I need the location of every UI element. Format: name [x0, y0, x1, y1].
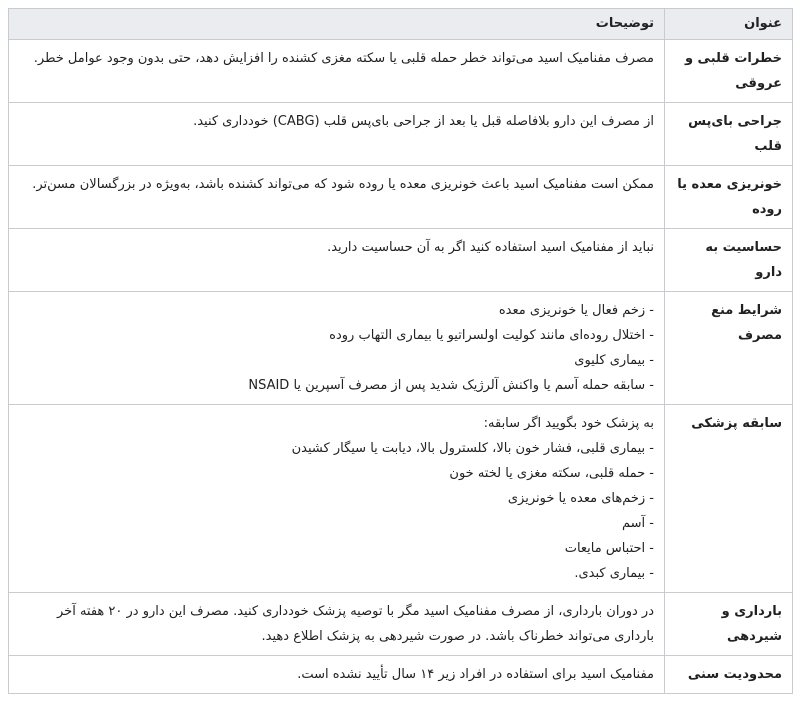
table-row [9, 405, 793, 593]
row-title: جراحی بای‌پس قلب [665, 103, 793, 166]
row-title: شرایط منع مصرف [665, 292, 793, 405]
row-description [9, 593, 665, 656]
table-row [9, 593, 793, 656]
description-line: در دوران بارداری، از مصرف مفنامیک اسید مگر با توصیه پزشک خودداری کنید. مصرف این دارو در ۲۰ هفته آخر بارداری می‌تواند خطرناک باشد. در صورت شیردهی به پزشک اطلاع دهید. [57, 604, 654, 644]
table-row [9, 166, 793, 229]
description-line: به پزشک خود بگویید اگر سابقه: [483, 416, 654, 431]
row-title: سابقه پزشکی [665, 405, 793, 593]
description-line: - احتباس مایعات [564, 541, 654, 556]
row-title: حساسیت به دارو [665, 229, 793, 292]
row-title: بارداری و شیردهی [665, 593, 793, 656]
description-line: از مصرف این دارو بلافاصله قبل یا بعد از جراحی بای‌پس قلب (CABG) خودداری کنید. [193, 114, 654, 129]
row-title: خونریزی معده یا روده [665, 166, 793, 229]
description-line: - بیماری کبدی. [574, 566, 654, 581]
description-line: مصرف مفنامیک اسید می‌تواند خطر حمله قلبی یا سکته مغزی کشنده را افزایش دهد، حتی بدون وجود عوامل خطر. [33, 51, 654, 66]
row-description [9, 166, 665, 229]
table-row [9, 40, 793, 103]
description-line: - آسم [622, 516, 654, 531]
row-title: محدودیت سنی [665, 656, 793, 694]
description-line: ممکن است مفنامیک اسید باعث خونریزی معده یا روده شود که می‌تواند کشنده باشد، به‌ویژه در بزرگسالان مسن‌تر. [32, 177, 654, 192]
row-description [9, 656, 665, 694]
row-title: خطرات قلبی و عروقی [665, 40, 793, 103]
row-description [9, 292, 665, 405]
row-description [9, 229, 665, 292]
header-description: توضیحات [9, 9, 665, 40]
table-row [9, 229, 793, 292]
row-description [9, 103, 665, 166]
description-line: - زخم فعال یا خونریزی معده [498, 303, 654, 318]
header-title: عنوان [665, 9, 793, 40]
row-description [9, 40, 665, 103]
header-row [9, 9, 793, 40]
description-line: - سابقه حمله آسم یا واکنش آلرژیک شدید پس از مصرف آسپرین یا NSAID [248, 378, 654, 393]
description-line: - بیماری کلیوی [574, 353, 654, 368]
table-row [9, 656, 793, 694]
table-row [9, 292, 793, 405]
description-line: مفنامیک اسید برای استفاده در افراد زیر ۱۴ سال تأیید نشده است. [297, 667, 654, 682]
description-line: - اختلال روده‌ای مانند کولیت اولسراتیو یا بیماری التهاب روده [329, 328, 654, 343]
description-line: - زخم‌های معده یا خونریزی [507, 491, 654, 506]
info-table [8, 8, 793, 694]
table-row [9, 103, 793, 166]
description-line: - حمله قلبی، سکته مغزی یا لخته خون [449, 466, 654, 481]
description-line: نباید از مفنامیک اسید استفاده کنید اگر به آن حساسیت دارید. [327, 240, 654, 255]
description-line: - بیماری قلبی، فشار خون بالا، کلسترول بالا، دیابت یا سیگار کشیدن [291, 441, 654, 456]
row-description [9, 405, 665, 593]
